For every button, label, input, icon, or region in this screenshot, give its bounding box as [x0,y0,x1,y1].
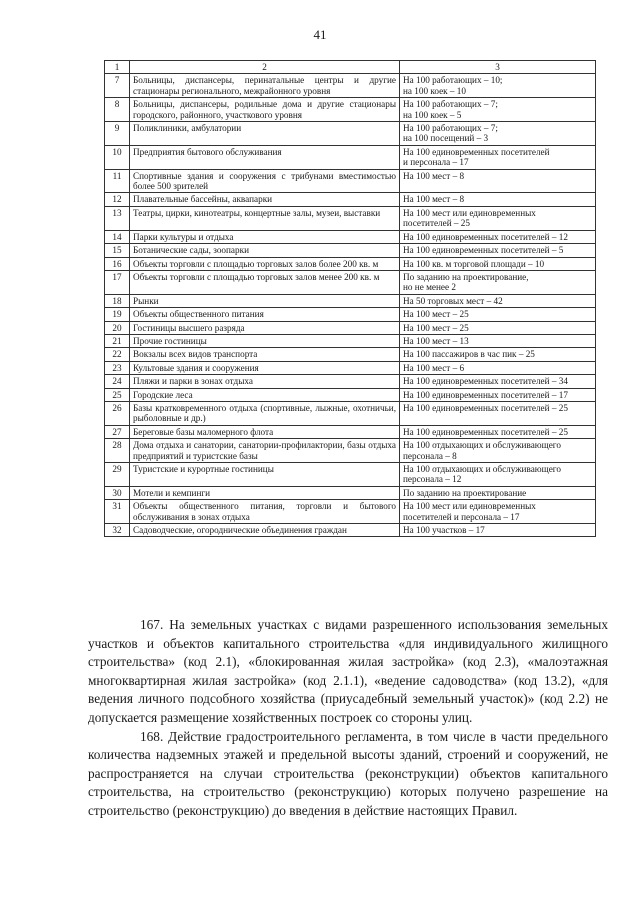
row-number-cell: 14 [105,230,130,243]
object-type-cell: Гостиницы высшего разряда [130,321,400,334]
parking-norm-cell: На 100 мест – 8 [400,169,596,193]
table-row [105,193,596,206]
row-number-cell: 22 [105,348,130,361]
object-type-cell: Больницы, диспансеры, перинатальные центры и другие стационары регионального, межрайонного уровня [130,74,400,98]
row-number-cell: 12 [105,193,130,206]
object-type-cell: Туристские и курортные гостиницы [130,463,400,487]
table-row [105,348,596,361]
parking-norm-cell: На 100 мест – 6 [400,361,596,374]
parking-norm-cell: На 100 мест – 25 [400,321,596,334]
table-header-row [105,61,596,74]
row-number-cell: 26 [105,401,130,425]
table-row [105,388,596,401]
row-number-cell: 23 [105,361,130,374]
header-cell-object: 2 [130,61,400,74]
row-number-cell: 19 [105,308,130,321]
table-row [105,122,596,146]
parking-norm-cell: На 100 пассажиров в час пик – 25 [400,348,596,361]
row-number-cell: 31 [105,500,130,524]
object-type-cell: Ботанические сады, зоопарки [130,244,400,257]
object-type-cell: Плавательные бассейны, аквапарки [130,193,400,206]
row-number-cell: 17 [105,270,130,294]
row-number-cell: 32 [105,524,130,537]
table-row [105,425,596,438]
table-row [105,500,596,524]
parking-norm-cell: На 100 мест – 8 [400,193,596,206]
object-type-cell: Парки культуры и отдыха [130,230,400,243]
table-row [105,401,596,425]
object-type-cell: Предприятия бытового обслуживания [130,145,400,169]
parking-norm-cell: На 100 мест или единовременных посетителей – 25 [400,206,596,230]
object-type-cell: Городские леса [130,388,400,401]
row-number-cell: 29 [105,463,130,487]
parking-norm-cell: На 100 единовременных посетителей – 5 [400,244,596,257]
table-row [105,294,596,307]
row-number-cell: 20 [105,321,130,334]
row-number-cell: 15 [105,244,130,257]
table-row [105,74,596,98]
paragraph-168: 168. Действие градостроительного регламента, в том числе в части предельного количества надземных этажей и предельной высоты зданий, строений и сооружений, не распространяется на случаи строительства (реконструкции) объектов капитального строительства, на строительство (реконструкцию) которых получено разрешение на строительство (реконструкцию) до введения в действие настоящих Правил. [88,728,608,818]
object-type-cell: Объекты общественного питания [130,308,400,321]
table-row [105,206,596,230]
row-number-cell: 11 [105,169,130,193]
object-type-cell: Культовые здания и сооружения [130,361,400,374]
table-row [105,375,596,388]
row-number-cell: 25 [105,388,130,401]
row-number-cell: 24 [105,375,130,388]
object-type-cell: Театры, цирки, кинотеатры, концертные залы, музеи, выставки [130,206,400,230]
header-cell-norm: 3 [400,61,596,74]
object-type-cell: Пляжи и парки в зонах отдыха [130,375,400,388]
parking-norm-cell: По заданию на проектирование [400,486,596,499]
parking-norm-cell: На 100 отдыхающих и обслуживающего персонала – 12 [400,463,596,487]
table-row [105,524,596,537]
object-type-cell: Береговые базы маломерного флота [130,425,400,438]
parking-norm-cell: На 100 единовременных посетителей – 17 [400,388,596,401]
table-row [105,361,596,374]
table-row [105,169,596,193]
row-number-cell: 13 [105,206,130,230]
parking-norm-cell: На 100 единовременных посетителей и персонала – 17 [400,145,596,169]
parking-norm-cell: На 100 единовременных посетителей – 25 [400,425,596,438]
row-number-cell: 28 [105,439,130,463]
parking-norm-cell: На 100 единовременных посетителей – 34 [400,375,596,388]
object-type-cell: Рынки [130,294,400,307]
table-row [105,145,596,169]
row-number-cell: 27 [105,425,130,438]
row-number-cell: 30 [105,486,130,499]
table-row [105,98,596,122]
row-number-cell: 7 [105,74,130,98]
row-number-cell: 8 [105,98,130,122]
table-body [105,61,596,537]
parking-norm-cell: На 100 мест – 13 [400,334,596,347]
table-row [105,308,596,321]
parking-norm-cell: На 100 единовременных посетителей – 12 [400,230,596,243]
parking-norm-cell: На 100 работающих – 10; на 100 коек – 10 [400,74,596,98]
parking-norm-cell: На 100 единовременных посетителей – 25 [400,401,596,425]
table-row [105,257,596,270]
parking-norm-cell: На 100 работающих – 7; на 100 посещений – 3 [400,122,596,146]
row-number-cell: 10 [105,145,130,169]
object-type-cell: Прочие гостиницы [130,334,400,347]
object-type-cell: Больницы, диспансеры, родильные дома и другие стационары городского, районного, участкового уровня [130,98,400,122]
table-row [105,321,596,334]
table-row [105,439,596,463]
object-type-cell: Поликлиники, амбулатории [130,122,400,146]
table-row [105,270,596,294]
parking-norm-cell: На 100 мест – 25 [400,308,596,321]
object-type-cell: Базы кратковременного отдыха (спортивные, лыжные, охотничьи, рыболовные и др.) [130,401,400,425]
table-row [105,230,596,243]
parking-norm-cell: На 100 участков – 17 [400,524,596,537]
parking-norm-cell: По заданию на проектирование, но не менее 2 [400,270,596,294]
parking-norm-cell: На 100 кв. м торговой площади – 10 [400,257,596,270]
parking-norm-cell: На 100 отдыхающих и обслуживающего персонала – 8 [400,439,596,463]
object-type-cell: Объекты общественного питания, торговли и бытового обслуживания в зонах отдыха [130,500,400,524]
object-type-cell: Вокзалы всех видов транспорта [130,348,400,361]
table-row [105,486,596,499]
row-number-cell: 18 [105,294,130,307]
header-cell-number: 1 [105,61,130,74]
object-type-cell: Садоводческие, огороднические объединения граждан [130,524,400,537]
object-type-cell: Спортивные здания и сооружения с трибунами вместимостью более 500 зрителей [130,169,400,193]
object-type-cell: Объекты торговли с площадью торговых залов более 200 кв. м [130,257,400,270]
object-type-cell: Мотели и кемпинги [130,486,400,499]
row-number-cell: 21 [105,334,130,347]
paragraph-167: 167. На земельных участках с видами разрешенного использования земельных участков и объектов капитального строительства «для индивидуального жилищного строительства» (код 2.1), «блокированная жилая застройка» (код 2.3), «малоэтажная многоквартирная жилая застройка» (код 2.1.1), «ведение садоводства» (код 13.2), «для ведения личного подсобного хозяйства (приусадебный земельный участок)» (код 2.2) не допускается размещение хозяйственных построек со стороны улиц. [88,617,608,725]
table-row [105,334,596,347]
table-row [105,463,596,487]
object-type-cell: Объекты торговли с площадью торговых залов менее 200 кв. м [130,270,400,294]
row-number-cell: 16 [105,257,130,270]
parking-norm-cell: На 100 мест или единовременных посетителей и персонала – 17 [400,500,596,524]
object-type-cell: Дома отдыха и санатории, санатории-профилактории, базы отдыха предприятий и туристские базы [130,439,400,463]
parking-norms-table [104,60,596,537]
table-row [105,244,596,257]
row-number-cell: 9 [105,122,130,146]
parking-norm-cell: На 100 работающих – 7; на 100 коек – 5 [400,98,596,122]
body-text [88,616,608,821]
parking-norm-cell: На 50 торговых мест – 42 [400,294,596,307]
page-number: 41 [313,27,327,42]
